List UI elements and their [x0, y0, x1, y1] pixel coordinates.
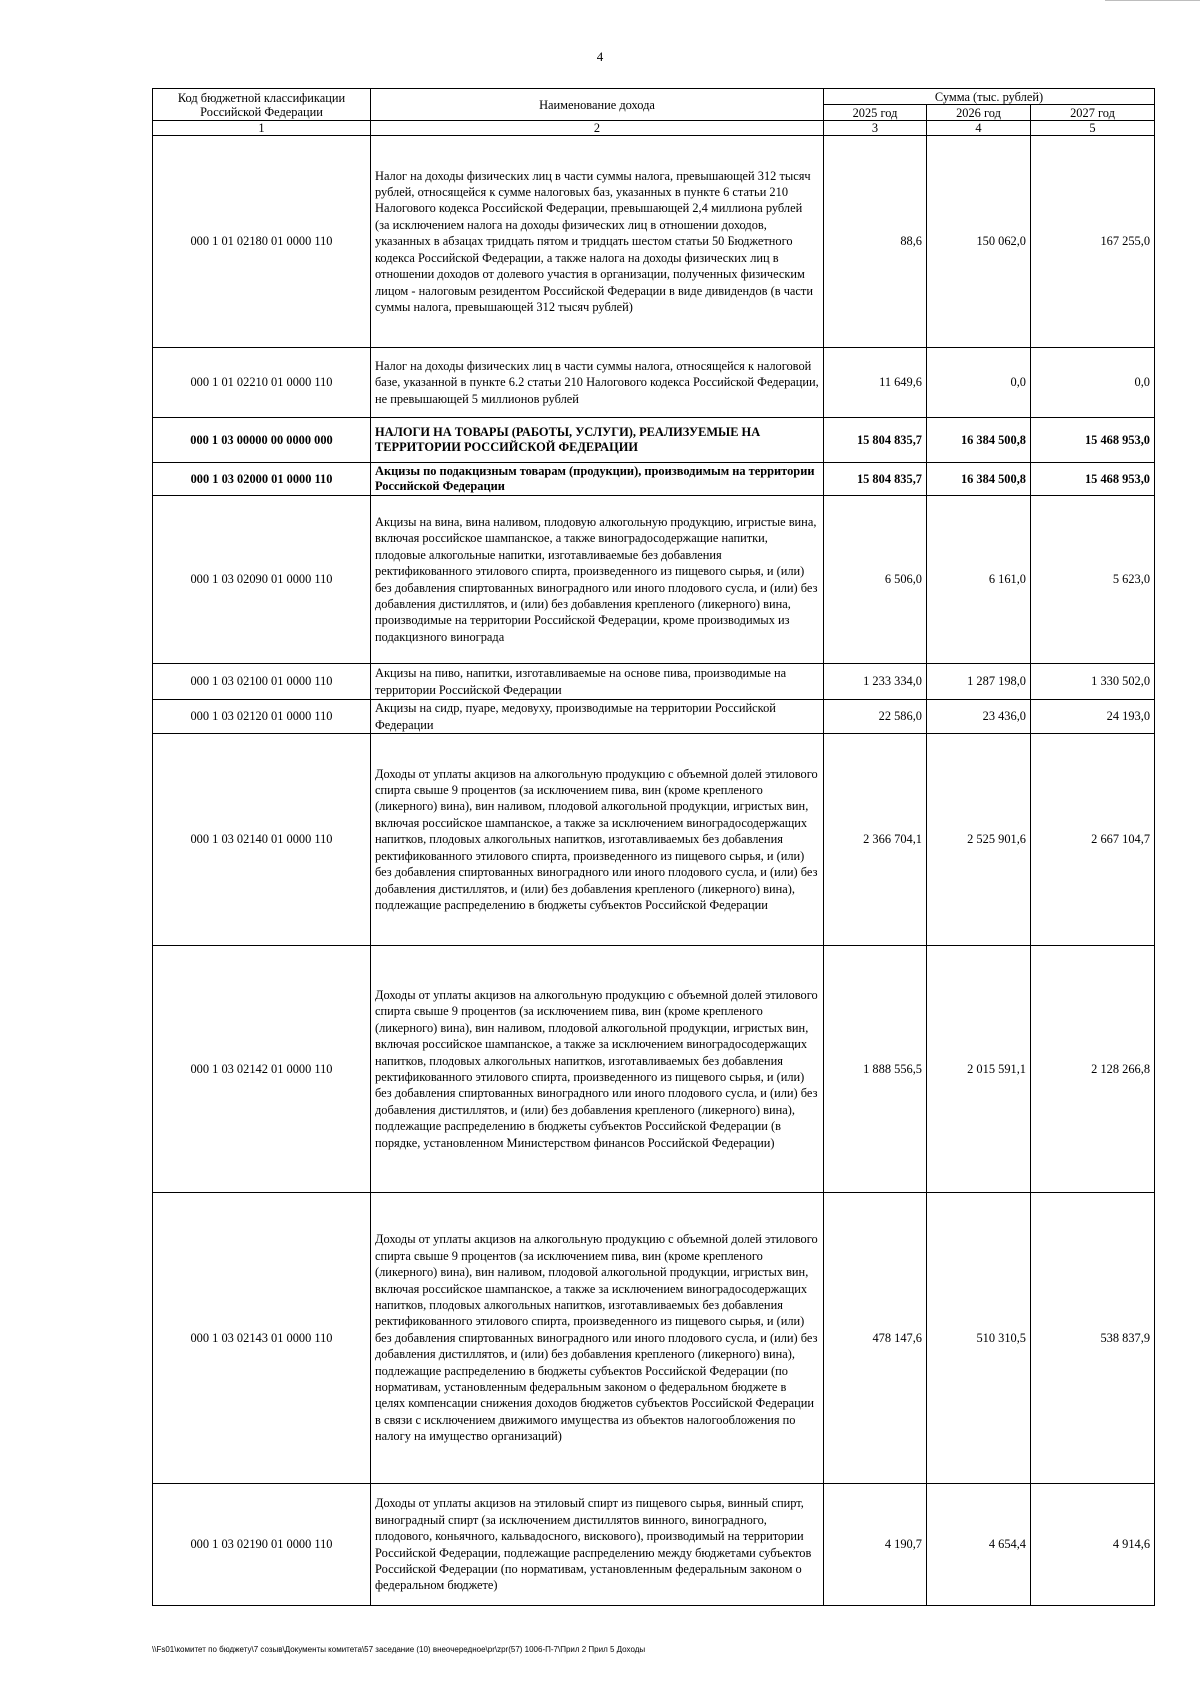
- row-value-2025: 88,6: [824, 136, 927, 348]
- row-name: Доходы от уплаты акцизов на этиловый спирт из пищевого сырья, винный спирт, виноградный спирт (за исключением дистиллятов винного, виноградного, плодового, коньячного, кальвадосного, вискового), производимый на территории Российской Федерации, подлежащие распределению между бюджетами субъектов Российской Федерации (по нормативам, установленным федеральным законом о федеральном бюджете): [371, 1484, 824, 1606]
- col-number-4: 4: [927, 121, 1031, 136]
- row-code: 000 1 03 02140 01 0000 110: [153, 734, 371, 946]
- col-number-2: 2: [371, 121, 824, 136]
- col-number-1: 1: [153, 121, 371, 136]
- row-value-2025: 1 233 334,0: [824, 664, 927, 700]
- row-value-2026: 150 062,0: [927, 136, 1031, 348]
- table-row-subsection: [153, 463, 1155, 496]
- row-value-2027: 2 667 104,7: [1031, 734, 1155, 946]
- revenue-table: [152, 88, 1155, 1606]
- row-value-2027: 538 837,9: [1031, 1193, 1155, 1484]
- row-code: 000 1 03 02100 01 0000 110: [153, 664, 371, 700]
- row-value-2025: 6 506,0: [824, 496, 927, 664]
- header-sum: Сумма (тыс. рублей): [824, 89, 1155, 105]
- row-value-2025: 4 190,7: [824, 1484, 927, 1606]
- top-right-scan-line: [1105, 0, 1200, 1]
- row-value-2026: 4 654,4: [927, 1484, 1031, 1606]
- header-year-2026: 2026 год: [927, 105, 1031, 121]
- row-value-2027: 2 128 266,8: [1031, 946, 1155, 1193]
- row-value-2025: 1 888 556,5: [824, 946, 927, 1193]
- row-code: 000 1 03 02143 01 0000 110: [153, 1193, 371, 1484]
- row-value-2025: 22 586,0: [824, 700, 927, 734]
- row-value-2026: 23 436,0: [927, 700, 1031, 734]
- row-value-2025: 15 804 835,7: [824, 418, 927, 463]
- row-code: 000 1 03 02090 01 0000 110: [153, 496, 371, 664]
- row-name: Доходы от уплаты акцизов на алкогольную продукцию с объемной долей этилового спирта свыше 9 процентов (за исключением пива, вин (кроме крепленого (ликерного) вина), вин наливом, плодовой алкогольной продукции, игристых вин, включая российское шампанское, а также за исключением виноградосодержащих напитков, плодовых алкогольных напитков, изготавливаемых без добавления ректификованного этилового спирта, произведенного из пищевого сырья, и (или) без добавления спиртованных виноградного или иного плодового сусла, и (или) без добавления дистиллятов, и (или) без добавления крепленого (ликерного) вина), подлежащие распределению в бюджеты субъектов Российской Федерации (по нормативам, установленным федеральным законом о федеральном бюджете в целях компенсации снижения доходов бюджетов субъектов Российской Федерации в связи с исключением движимого имущества из объектов налогообложения по налогу на имущество организаций): [371, 1193, 824, 1484]
- row-code: 000 1 03 02000 01 0000 110: [153, 463, 371, 496]
- table-row: [153, 734, 1155, 946]
- col-number-3: 3: [824, 121, 927, 136]
- row-value-2026: 1 287 198,0: [927, 664, 1031, 700]
- row-name: Акцизы на пиво, напитки, изготавливаемые на основе пива, производимые на территории Российской Федерации: [371, 664, 824, 700]
- row-value-2025: 15 804 835,7: [824, 463, 927, 496]
- row-value-2026: 2 015 591,1: [927, 946, 1031, 1193]
- row-value-2026: 0,0: [927, 348, 1031, 418]
- header-year-2027: 2027 год: [1031, 105, 1155, 121]
- row-code: 000 1 03 00000 00 0000 000: [153, 418, 371, 463]
- row-name: Акцизы на сидр, пуаре, медовуху, производимые на территории Российской Федерации: [371, 700, 824, 734]
- row-value-2027: 4 914,6: [1031, 1484, 1155, 1606]
- row-name: Налог на доходы физических лиц в части суммы налога, относящейся к налоговой базе, указанной в пункте 6.2 статьи 210 Налогового кодекса Российской Федерации, не превышающей 5 миллионов рублей: [371, 348, 824, 418]
- row-value-2025: 478 147,6: [824, 1193, 927, 1484]
- row-name: Налог на доходы физических лиц в части суммы налога, превышающей 312 тысяч рублей, относящейся к сумме налоговых баз, указанных в пункте 6 статьи 210 Налогового кодекса Российской Федерации, превышающей 2,4 миллиона рублей (за исключением налога на доходы физических лиц в отношении доходов, указанных в абзацах тридцать пятом и тридцать шестом статьи 50 Бюджетного кодекса Российской Федерации, а также налога на доходы физических лиц в отношении доходов от долевого участия в организации, полученных физическим лицом - налоговым резидентом Российской Федерации в виде дивидендов (в части суммы налога, превышающей 312 тысяч рублей): [371, 136, 824, 348]
- row-code: 000 1 03 02190 01 0000 110: [153, 1484, 371, 1606]
- footer-file-path: \\Fs01\комитет по бюджету\7 созыв\Документы комитета\57 заседание (10) внеочередное\pr\zpr(57) 1006-П-7\Прил 2 Прил 5 Доходы: [152, 1645, 646, 1654]
- row-name: Акцизы по подакцизным товарам (продукции), производимым на территории Российской Федерации: [371, 463, 824, 496]
- row-value-2027: 15 468 953,0: [1031, 463, 1155, 496]
- table-row-section: [153, 418, 1155, 463]
- row-code: 000 1 01 02180 01 0000 110: [153, 136, 371, 348]
- table-row: [153, 496, 1155, 664]
- row-value-2025: 2 366 704,1: [824, 734, 927, 946]
- header-name: Наименование дохода: [371, 89, 824, 121]
- row-value-2027: 0,0: [1031, 348, 1155, 418]
- row-name: НАЛОГИ НА ТОВАРЫ (РАБОТЫ, УСЛУГИ), РЕАЛИЗУЕМЫЕ НА ТЕРРИТОРИИ РОССИЙСКОЙ ФЕДЕРАЦИИ: [371, 418, 824, 463]
- row-code: 000 1 03 02120 01 0000 110: [153, 700, 371, 734]
- row-value-2026: 2 525 901,6: [927, 734, 1031, 946]
- row-value-2026: 16 384 500,8: [927, 418, 1031, 463]
- row-value-2026: 510 310,5: [927, 1193, 1031, 1484]
- row-name: Доходы от уплаты акцизов на алкогольную продукцию с объемной долей этилового спирта свыше 9 процентов (за исключением пива, вин (кроме крепленого (ликерного) вина), вин наливом, плодовой алкогольной продукции, игристых вин, включая российское шампанское, а также за исключением виноградосодержащих напитков, плодовых алкогольных напитков, изготавливаемых без добавления ректификованного этилового спирта, произведенного из пищевого сырья, и (или) без добавления спиртованных виноградного или иного плодового сусла, и (или) без добавления дистиллятов, и (или) без добавления крепленого (ликерного) вина), подлежащие распределению в бюджеты субъектов Российской Федерации (в порядке, установленном Министерством финансов Российской Федерации): [371, 946, 824, 1193]
- row-value-2027: 24 193,0: [1031, 700, 1155, 734]
- row-value-2027: 5 623,0: [1031, 496, 1155, 664]
- table-row: [153, 136, 1155, 348]
- row-value-2027: 15 468 953,0: [1031, 418, 1155, 463]
- table-row: [153, 946, 1155, 1193]
- table-row: [153, 348, 1155, 418]
- table-row: [153, 664, 1155, 700]
- row-value-2026: 6 161,0: [927, 496, 1031, 664]
- table-row: [153, 700, 1155, 734]
- row-value-2027: 1 330 502,0: [1031, 664, 1155, 700]
- header-code: Код бюджетной классификации Российской Федерации: [153, 89, 371, 121]
- header-year-2025: 2025 год: [824, 105, 927, 121]
- row-name: Акцизы на вина, вина наливом, плодовую алкогольную продукцию, игристые вина, включая российское шампанское, а также виноградосодержащие напитки, плодовые алкогольные напитки, изготавливаемые без добавления ректификованного этилового спирта, произведенного из пищевого сырья, и (или) без добавления спиртованных виноградного или иного плодового сусла, и (или) без добавления дистиллятов, и (или) без добавления крепленого (ликерного) вина, производимые на территории Российской Федерации, кроме производимых из подакцизного винограда: [371, 496, 824, 664]
- row-name: Доходы от уплаты акцизов на алкогольную продукцию с объемной долей этилового спирта свыше 9 процентов (за исключением пива, вин (кроме крепленого (ликерного) вина), вин наливом, плодовой алкогольной продукции, игристых вин, включая российское шампанское, а также за исключением виноградосодержащих напитков, плодовых алкогольных напитков, изготавливаемых без добавления ректификованного этилового спирта, произведенного из пищевого сырья, и (или) без добавления спиртованных виноградного или иного плодового сусла, и (или) без добавления дистиллятов, и (или) без добавления крепленого (ликерного) вина), подлежащие распределению в бюджеты субъектов Российской Федерации: [371, 734, 824, 946]
- row-code: 000 1 01 02210 01 0000 110: [153, 348, 371, 418]
- row-value-2025: 11 649,6: [824, 348, 927, 418]
- row-value-2027: 167 255,0: [1031, 136, 1155, 348]
- table-row: [153, 1193, 1155, 1484]
- table-row: [153, 1484, 1155, 1606]
- row-value-2026: 16 384 500,8: [927, 463, 1031, 496]
- page-number: 4: [596, 49, 604, 64]
- row-code: 000 1 03 02142 01 0000 110: [153, 946, 371, 1193]
- col-number-5: 5: [1031, 121, 1155, 136]
